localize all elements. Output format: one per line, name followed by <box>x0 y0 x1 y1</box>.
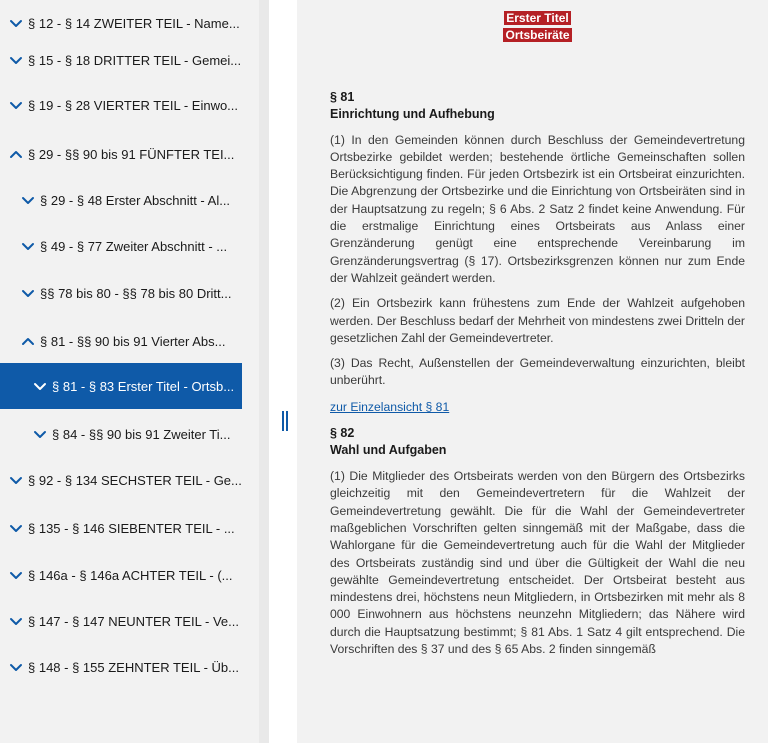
sidebar-item[interactable] <box>0 411 259 457</box>
chevron-down-icon <box>33 427 47 441</box>
chevron-down-icon <box>9 16 23 30</box>
paragraph-text: (2) Ein Ortsbezirk kann frühestens zum Ende der Wahlzeit aufgehoben werden. Der Beschluss bedarf der Mehrheit von mindestens zwei Dritteln der gesetzlichen Zahl der Gemeindevertreter. <box>330 296 745 345</box>
sidebar-item-label: § 29 - §§ 90 bis 91 FÜNFTER TEI... <box>28 146 235 162</box>
sidebar-item[interactable] <box>0 37 259 83</box>
sidebar-item[interactable] <box>0 457 259 503</box>
law-text-pane <box>297 0 768 743</box>
sidebar-item-label: §§ 78 bis 80 - §§ 78 bis 80 Dritt... <box>40 285 232 301</box>
chevron-down-icon <box>9 98 23 112</box>
sidebar-item[interactable] <box>0 318 259 364</box>
chevron-down-icon <box>9 568 23 582</box>
sidebar-item[interactable] <box>0 552 259 598</box>
single-view-link[interactable]: zur Einzelansicht § 81 <box>330 399 450 414</box>
sidebar-item[interactable] <box>0 598 259 644</box>
resize-grip-bar <box>282 411 284 431</box>
chevron-down-icon <box>21 193 35 207</box>
sidebar-item[interactable] <box>0 131 259 177</box>
sidebar-item-label: § 147 - § 147 NEUNTER TEIL - Ve... <box>28 613 239 629</box>
sidebar-item-label: § 146a - § 146a ACHTER TEIL - (... <box>28 567 233 583</box>
sidebar-item[interactable] <box>0 223 259 269</box>
sidebar-item[interactable] <box>0 82 259 128</box>
sidebar-item[interactable] <box>0 270 259 316</box>
sidebar-item-label: § 19 - § 28 VIERTER TEIL - Einwo... <box>28 97 239 113</box>
sidebar-item[interactable] <box>0 505 259 551</box>
sidebar-item-label: § 81 - §§ 90 bis 91 Vierter Abs... <box>40 333 226 349</box>
chevron-down-icon <box>33 379 47 393</box>
sidebar-item-label: § 12 - § 14 ZWEITER TEIL - Name... <box>28 15 240 31</box>
resize-grip-bar <box>286 411 288 431</box>
paragraph-number: § 82 <box>330 426 355 441</box>
section-title-line2: Ortsbeiräte <box>505 28 570 43</box>
sidebar-item-active[interactable] <box>0 363 242 409</box>
chevron-up-icon <box>21 334 35 348</box>
sidebar-item[interactable] <box>0 644 259 690</box>
sidebar-item-label: § 49 - § 77 Zweiter Abschnitt - ... <box>40 238 228 254</box>
section-title-line1: Erster Titel <box>506 11 569 25</box>
chevron-down-icon <box>9 473 23 487</box>
paragraph-text: (1) Die Mitglieder des Ortsbeirats werden von den Bürgern des Ortsbezirks gleichzeitig mit den Gemeindevertretern für die Wahlzeit der Gemeindevertretung gewählt. Die für die Wahl der Gemeindevertreter maßgeblichen Vorschriften gelten sinngemäß mit der Maßgabe, dass die Wahlorgane für die Gemeindevertretung auch für die Wahl der Mitglieder des Ortsbeirats zuständig sind und über die Gültigkeit der Wahl die neu gewählte Gemeindevertretung entscheidet. Der Ortsbeirat besteht aus mindestens drei, höchstens neun Mitgliedern, in Ortsbezirken mit mehr als 8 000 Einwohnern aus höchstens neunzehn Mitgliedern; das Nähere wird durch die Hauptsatzung bestimmt; § 81 Abs. 1 Satz 4 gilt entsprechend. Die Vorschriften des § 37 und des § 65 Abs. 2 finden sinngemäß <box>330 469 745 657</box>
sidebar-item-label: § 148 - § 155 ZEHNTER TEIL - Üb... <box>28 659 239 675</box>
law-document <box>330 0 745 658</box>
section-title <box>330 10 745 45</box>
chevron-down-icon <box>9 521 23 535</box>
paragraph-heading: Wahl und Aufgaben <box>330 443 447 458</box>
sidebar-item-label: § 15 - § 18 DRITTER TEIL - Gemei... <box>28 52 242 68</box>
chevron-down-icon <box>21 239 35 253</box>
sidebar-item-label: § 84 - §§ 90 bis 91 Zweiter Ti... <box>52 426 231 442</box>
paragraph-number: § 81 <box>330 89 355 104</box>
sidebar-item-label: § 29 - § 48 Erster Abschnitt - Al... <box>40 192 231 208</box>
sidebar-item-label: § 92 - § 134 SECHSTER TEIL - Ge... <box>28 472 242 488</box>
paragraph-heading: Einrichtung und Aufhebung <box>330 106 495 121</box>
sidebar-scrollbar[interactable] <box>259 0 269 743</box>
chevron-down-icon <box>9 614 23 628</box>
sidebar-item-label: § 135 - § 146 SIEBENTER TEIL - ... <box>28 520 235 536</box>
paragraph-text: (1) In den Gemeinden können durch Beschluss der Gemeindevertretung Ortsbezirke gebildet werden; bestehende örtliche Gemeinschaften sollen Berücksichtigung finden. Für jeden Ortsbezirk ist ein Ortsbeirat einzurichten. Die Abgrenzung der Ortsbezirke und die Einrichtung von Ortsbeiräten sind in der Hauptsatzung zu regeln; § 6 Abs. 2 Satz 2 findet keine Anwendung. Für die erstmalige Einrichtung eines Ortsbeirats aus Anlass einer Grenzänderung genügt eine entsprechende Vereinbarung im Grenzänderungsvertrag (§ 17). Ortsbezirksgrenzen können nur zum Ende der Wahlzeit geändert werden. <box>330 132 745 285</box>
chevron-down-icon <box>21 286 35 300</box>
paragraph-text: (3) Das Recht, Außenstellen der Gemeindeverwaltung einzurichten, bleibt unberührt. <box>330 356 745 388</box>
chevron-up-icon <box>9 147 23 161</box>
chevron-down-icon <box>9 660 23 674</box>
sidebar-item[interactable] <box>0 177 259 223</box>
sidebar-item-label: § 81 - § 83 Erster Titel - Ortsb... <box>52 378 235 394</box>
sidebar-nav <box>0 0 259 743</box>
pane-resize-handle[interactable] <box>282 411 288 431</box>
chevron-down-icon <box>9 53 23 67</box>
